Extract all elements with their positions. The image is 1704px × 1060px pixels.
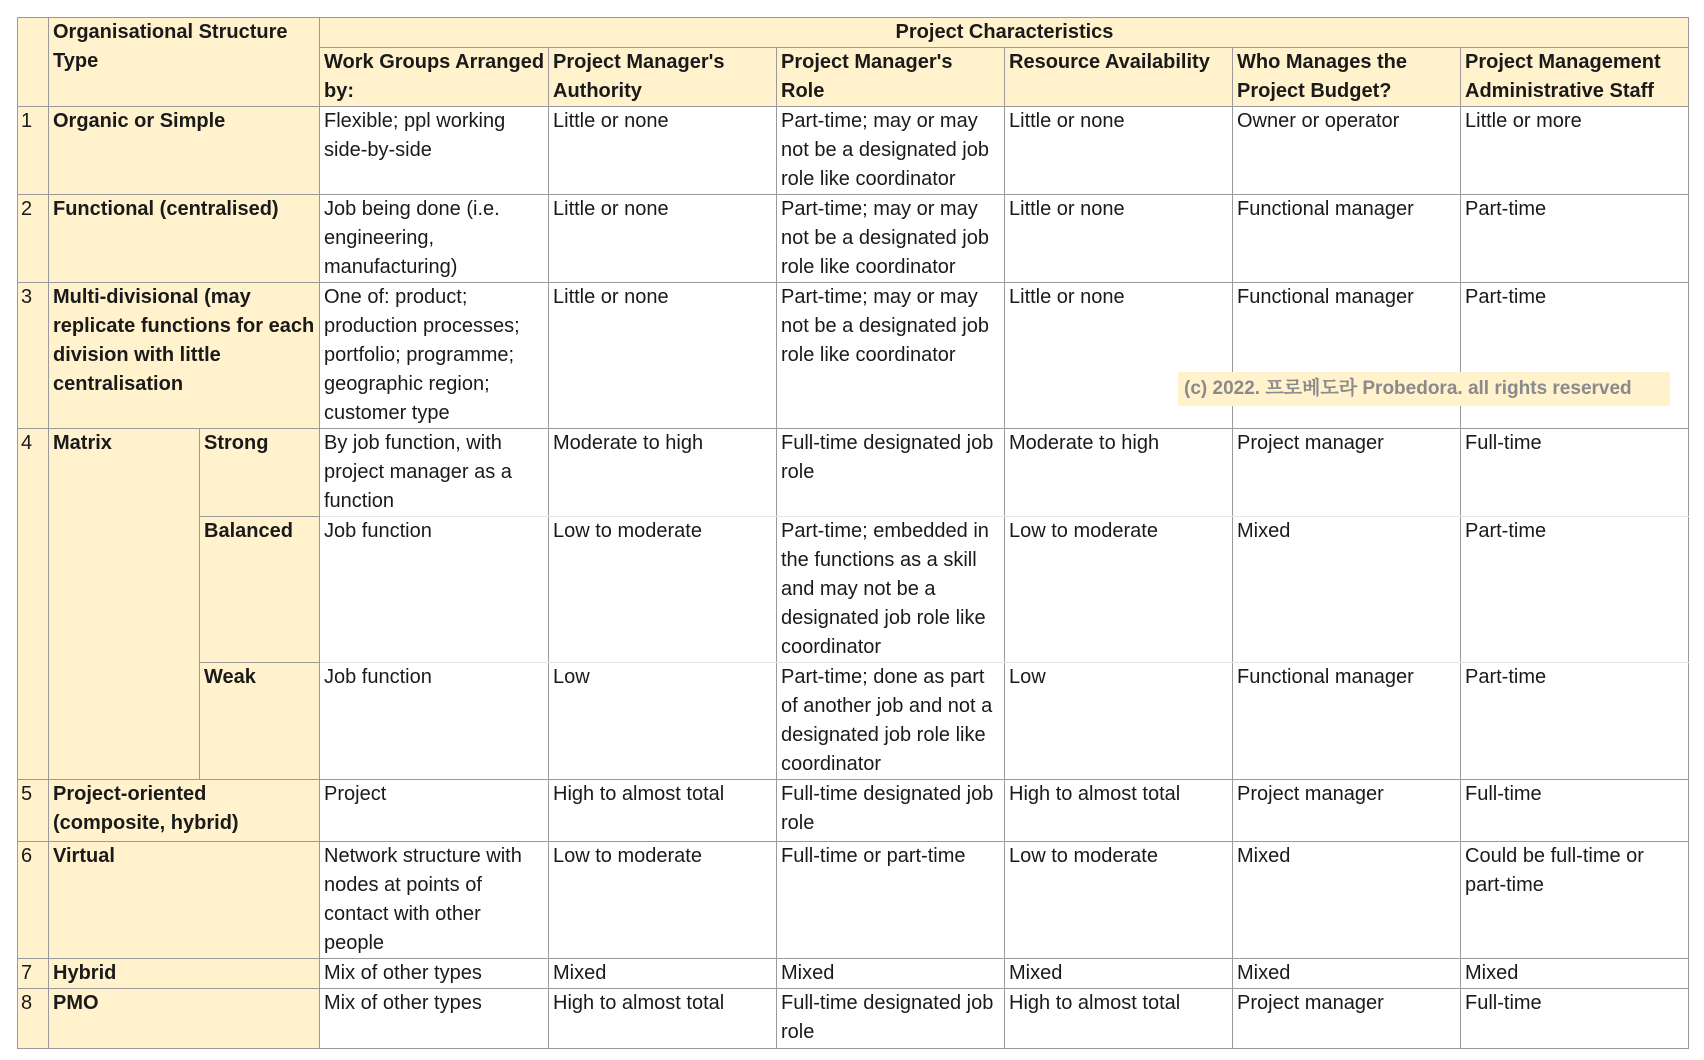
cell-work-groups: Mix of other types [320, 959, 549, 989]
cell-authority: Low [549, 663, 777, 780]
row-number: 1 [18, 107, 49, 195]
table-row [18, 283, 1689, 429]
cell-budget: Mixed [1233, 517, 1461, 663]
cell-admin-staff: Part-time [1461, 517, 1689, 663]
structure-name: Hybrid [49, 959, 320, 989]
cell-work-groups: One of: product; production processes; portfolio; programme; geographic region; customer type [320, 283, 549, 429]
cell-admin-staff: Full-time [1461, 989, 1689, 1049]
row-number: 8 [18, 989, 49, 1049]
table-row [18, 429, 1689, 517]
cell-admin-staff: Could be full-time or part-time [1461, 842, 1689, 959]
cell-authority: Little or none [549, 283, 777, 429]
cell-resources: Low to moderate [1005, 842, 1233, 959]
row-number: 6 [18, 842, 49, 959]
cell-role: Part-time; may or may not be a designated job role like coordinator [777, 195, 1005, 283]
cell-authority: Little or none [549, 195, 777, 283]
structure-name: Matrix [49, 429, 200, 780]
cell-authority: High to almost total [549, 780, 777, 842]
cell-role: Full-time designated job role [777, 429, 1005, 517]
cell-authority: High to almost total [549, 989, 777, 1049]
structure-name: Functional (centralised) [49, 195, 320, 283]
row-number: 3 [18, 283, 49, 429]
cell-resources: Little or none [1005, 107, 1233, 195]
cell-authority: Low to moderate [549, 842, 777, 959]
structure-name: Project-oriented (composite, hybrid) [49, 780, 320, 842]
cell-role: Full-time designated job role [777, 780, 1005, 842]
cell-resources: Moderate to high [1005, 429, 1233, 517]
cell-role: Full-time or part-time [777, 842, 1005, 959]
cell-admin-staff: Part-time [1461, 195, 1689, 283]
cell-budget: Functional manager [1233, 195, 1461, 283]
org-structure-table [17, 17, 1689, 1049]
table-row [18, 195, 1689, 283]
header-row-top [18, 18, 1689, 48]
row-number: 2 [18, 195, 49, 283]
cell-admin-staff: Mixed [1461, 959, 1689, 989]
cell-authority: Little or none [549, 107, 777, 195]
structure-name: Organic or Simple [49, 107, 320, 195]
cell-budget: Functional manager [1233, 663, 1461, 780]
cell-admin-staff: Full-time [1461, 429, 1689, 517]
cell-admin-staff: Little or more [1461, 107, 1689, 195]
cell-role: Part-time; done as part of another job and not a designated job role like coordinator [777, 663, 1005, 780]
cell-budget: Mixed [1233, 959, 1461, 989]
cell-role: Part-time; embedded in the functions as a skill and may not be a designated job role like coordinator [777, 517, 1005, 663]
cell-admin-staff: Part-time [1461, 663, 1689, 780]
table-row [18, 989, 1689, 1049]
row-number: 5 [18, 780, 49, 842]
cell-role: Part-time; may or may not be a designated job role like coordinator [777, 283, 1005, 429]
cell-budget: Project manager [1233, 989, 1461, 1049]
header-admin-staff: Project Management Administrative Staff [1461, 48, 1689, 107]
header-org-type: Organisational Structure Type [49, 18, 320, 107]
table-row [18, 842, 1689, 959]
table-row [18, 107, 1689, 195]
cell-authority: Low to moderate [549, 517, 777, 663]
header-budget-manager: Who Manages the Project Budget? [1233, 48, 1461, 107]
cell-authority: Mixed [549, 959, 777, 989]
cell-role: Part-time; may or may not be a designated job role like coordinator [777, 107, 1005, 195]
structure-name: Virtual [49, 842, 320, 959]
cell-role: Mixed [777, 959, 1005, 989]
cell-work-groups: By job function, with project manager as a function [320, 429, 549, 517]
cell-budget: Mixed [1233, 842, 1461, 959]
structure-name: Multi-divisional (may replicate functions for each division with little centralisation [49, 283, 320, 429]
cell-resources: High to almost total [1005, 989, 1233, 1049]
cell-work-groups: Network structure with nodes at points of contact with other people [320, 842, 549, 959]
cell-authority: Moderate to high [549, 429, 777, 517]
cell-resources: Low to moderate [1005, 517, 1233, 663]
header-resource-availability: Resource Availability [1005, 48, 1233, 107]
header-work-groups: Work Groups Arranged by: [320, 48, 549, 107]
row-number: 4 [18, 429, 49, 780]
cell-work-groups: Job function [320, 517, 549, 663]
row-number: 7 [18, 959, 49, 989]
header-pm-role: Project Manager's Role [777, 48, 1005, 107]
cell-resources: Little or none [1005, 283, 1233, 429]
copyright-watermark: (c) 2022. 프로베도라 Probedora. all rights reserved [1178, 372, 1670, 406]
matrix-subtype: Balanced [200, 517, 320, 663]
table-row [18, 959, 1689, 989]
cell-resources: Little or none [1005, 195, 1233, 283]
cell-resources: Mixed [1005, 959, 1233, 989]
cell-budget: Project manager [1233, 780, 1461, 842]
cell-work-groups: Job function [320, 663, 549, 780]
header-project-characteristics: Project Characteristics [320, 18, 1689, 48]
cell-resources: Low [1005, 663, 1233, 780]
cell-admin-staff: Part-time [1461, 283, 1689, 429]
cell-admin-staff: Full-time [1461, 780, 1689, 842]
cell-budget: Project manager [1233, 429, 1461, 517]
cell-work-groups: Project [320, 780, 549, 842]
table-row [18, 780, 1689, 842]
table-row [18, 663, 1689, 780]
cell-work-groups: Job being done (i.e. engineering, manufacturing) [320, 195, 549, 283]
header-corner [18, 18, 49, 107]
cell-work-groups: Flexible; ppl working side-by-side [320, 107, 549, 195]
cell-role: Full-time designated job role [777, 989, 1005, 1049]
table-row [18, 517, 1689, 663]
cell-work-groups: Mix of other types [320, 989, 549, 1049]
structure-name: PMO [49, 989, 320, 1049]
cell-budget: Functional manager [1233, 283, 1461, 429]
matrix-subtype: Strong [200, 429, 320, 517]
cell-budget: Owner or operator [1233, 107, 1461, 195]
matrix-subtype: Weak [200, 663, 320, 780]
header-pm-authority: Project Manager's Authority [549, 48, 777, 107]
cell-resources: High to almost total [1005, 780, 1233, 842]
